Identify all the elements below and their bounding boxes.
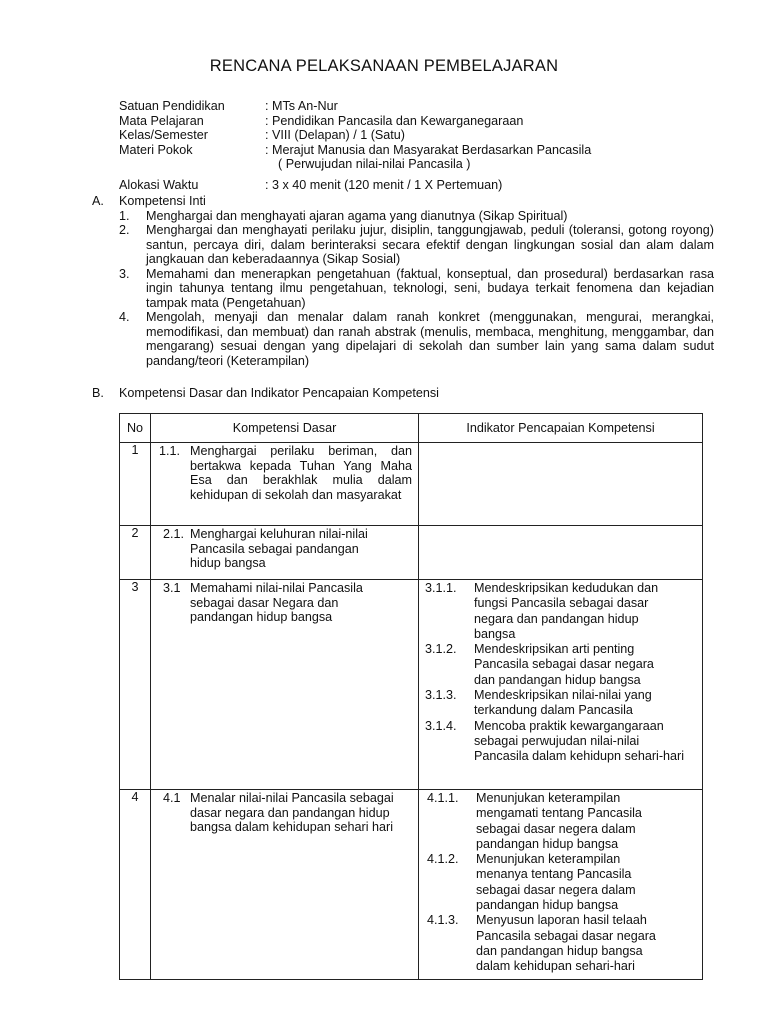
info-value: : Pendidikan Pancasila dan Kewarganegaraan — [265, 113, 524, 128]
indicator-text: Mendeskripsikan arti penting Pancasila sebagai dasar negara dan pandangan hidup bangsa — [474, 642, 654, 687]
indicator-cell — [419, 526, 703, 580]
indicator-text: Menyusun laporan hasil telaah Pancasila sebagai dasar negara dan pandangan hidup bangsa dalam kehidupan sehari-hari — [476, 913, 656, 974]
info-row-subject — [119, 114, 725, 129]
kd-text: Memahami nilai-nilai Pancasila sebagai dasar Negara dan pandangan hidup bangsa — [190, 581, 363, 624]
list-item-text: Memahami dan menerapkan pengetahuan (faktual, konseptual, dan prosedural) berdasarkan rasa ingin tahunya tentang ilmu pengetahuan, teknologi, seni, budaya terkait fenomena dan kejadian tampak mata (Pengetahuan) — [146, 266, 714, 310]
kd-number: 1.1. — [159, 444, 181, 458]
list-item — [92, 310, 714, 368]
kd-item — [151, 580, 418, 625]
kd-cell — [151, 790, 419, 980]
section-letter: B. — [92, 386, 104, 400]
identity-block — [119, 99, 725, 192]
info-label: Kelas/Semester — [119, 128, 208, 142]
indicator-text: Mendeskripsikan nilai-nilai yang terkandung dalam Pancasila — [474, 688, 652, 718]
row-number: 4 — [120, 790, 151, 980]
list-item — [92, 209, 714, 224]
row-number: 2 — [120, 526, 151, 580]
column-header-kd: Kompetensi Dasar — [151, 414, 419, 443]
indicator-number: 3.1.3. — [425, 688, 457, 703]
section-core-competence — [92, 194, 714, 368]
indicator-number: 4.1.3. — [427, 913, 459, 928]
indicator-list — [419, 790, 702, 979]
indicator-item — [427, 913, 696, 974]
info-value-continuation: ( Perwujudan nilai-nilai Pancasila ) — [278, 157, 471, 171]
core-competence-list — [92, 209, 714, 369]
kd-cell — [151, 580, 419, 790]
indicator-text: Mencoba praktik kewargangaraan sebagai perwujudan nilai-nilai Pancasila dalam kehidupn sehari-hari — [474, 718, 685, 764]
indicator-item — [425, 581, 696, 642]
section-basic-competence-heading — [92, 386, 439, 401]
table-row — [120, 526, 703, 580]
indicator-item — [427, 791, 696, 852]
info-label: Materi Pokok — [119, 142, 193, 157]
info-label: Alokasi Waktu — [119, 177, 199, 192]
indicator-cell — [419, 790, 703, 980]
kd-text: Menghargai perilaku beriman, dan bertakwa kepada Tuhan Yang Maha Esa dan berakhlak mulia dalam kehidupan di sekolah dan masyarakat — [190, 444, 412, 502]
kd-cell — [151, 526, 419, 580]
indicator-cell — [419, 580, 703, 790]
section-title: Kompetensi Inti — [119, 194, 206, 208]
info-value-group — [265, 143, 725, 172]
indicator-item — [425, 688, 696, 719]
column-header-no: No — [120, 414, 151, 443]
info-value: : VIII (Delapan) / 1 (Satu) — [265, 128, 405, 142]
indicator-text: Menunjukan keterampilan mengamati tentang Pancasila sebagai dasar negera dalam pandangan hidup bangsa — [476, 791, 642, 851]
kd-item — [151, 526, 418, 571]
indicator-list — [419, 580, 702, 769]
row-number: 3 — [120, 580, 151, 790]
document-title: RENCANA PELAKSANAAN PEMBELAJARAN — [209, 57, 559, 75]
list-item-number: 2. — [119, 223, 130, 237]
column-header-indicator: Indikator Pencapaian Kompetensi — [419, 414, 703, 443]
info-value: : Merajut Manusia dan Masyarakat Berdasarkan Pancasila — [265, 142, 592, 157]
list-item-number: 3. — [119, 266, 130, 281]
info-label: Satuan Pendidikan — [119, 99, 225, 113]
table-row — [120, 580, 703, 790]
kd-text: Menghargai keluhuran nilai-nilai Pancasila sebagai pandangan hidup bangsa — [190, 527, 368, 570]
list-item-text: Menghargai dan menghayati ajaran agama yang dianutnya (Sikap Spiritual) — [146, 208, 568, 223]
indicator-number: 4.1.1. — [427, 791, 459, 805]
list-item-number: 1. — [119, 208, 130, 223]
table-row — [120, 443, 703, 526]
indicator-cell — [419, 443, 703, 526]
indicator-number: 3.1.2. — [425, 642, 457, 657]
indicator-text: Menunjukan keterampilan menanya tentang Pancasila sebagai dasar negera dalam pandangan hidup bangsa — [476, 852, 636, 913]
kd-item — [151, 790, 418, 835]
list-item — [92, 267, 714, 311]
info-row-class — [119, 128, 725, 143]
indicator-item — [425, 642, 696, 688]
info-value: : MTs An-Nur — [265, 99, 338, 113]
list-item-text: Menghargai dan menghayati perilaku jujur, disiplin, tanggungjawab, peduli (toleransi, gotong royong) santun, percaya diri, dalam berinteraksi secara efektif dengan lingkungan sosial dan alam dalam jangkauan dan keberadaannya (Sikap Sosial) — [146, 223, 714, 266]
list-item — [92, 223, 714, 267]
info-row-topic — [119, 143, 725, 172]
indicator-item — [425, 719, 696, 765]
indicator-item — [427, 852, 696, 913]
kd-text: Menalar nilai-nilai Pancasila sebagai dasar negara dan pandangan hidup bangsa dalam kehidupan sehari hari — [190, 791, 394, 834]
section-heading — [92, 194, 714, 209]
kd-cell — [151, 443, 419, 526]
info-label: Mata Pelajaran — [119, 113, 204, 128]
kd-item — [151, 443, 418, 502]
section-letter: A. — [92, 194, 104, 208]
indicator-number: 3.1.4. — [425, 718, 457, 733]
info-row-time — [119, 178, 725, 193]
indicator-number: 3.1.1. — [425, 581, 457, 595]
table-header-row — [120, 414, 703, 443]
list-item-number: 4. — [119, 310, 130, 324]
competence-table — [119, 413, 703, 980]
info-value: : 3 x 40 menit (120 menit / 1 X Pertemuan) — [265, 177, 503, 192]
list-item-text: Mengolah, menyaji dan menalar dalam ranah konkret (menggunakan, mengurai, merangkai, memodifikasi, dan membuat) dan ranah abstrak (menulis, membaca, menghitung, menggambar, dan mengarang) sesuai dengan yang dipelajari di sekolah dan sumber lain yang sama dalam sudut pandang/teori (Keterampilan) — [146, 310, 714, 368]
indicator-number: 4.1.2. — [427, 852, 459, 867]
section-title: Kompetensi Dasar dan Indikator Pencapaian Kompetensi — [119, 386, 439, 400]
kd-number: 2.1. — [163, 527, 185, 541]
row-number: 1 — [120, 443, 151, 526]
kd-number: 3.1 — [163, 581, 181, 595]
table-row — [120, 790, 703, 980]
info-row-school — [119, 99, 725, 114]
kd-number: 4.1 — [163, 791, 181, 805]
indicator-text: Mendeskripsikan kedudukan dan fungsi Pancasila sebagai dasar negara dan pandangan hidup bangsa — [474, 581, 659, 641]
